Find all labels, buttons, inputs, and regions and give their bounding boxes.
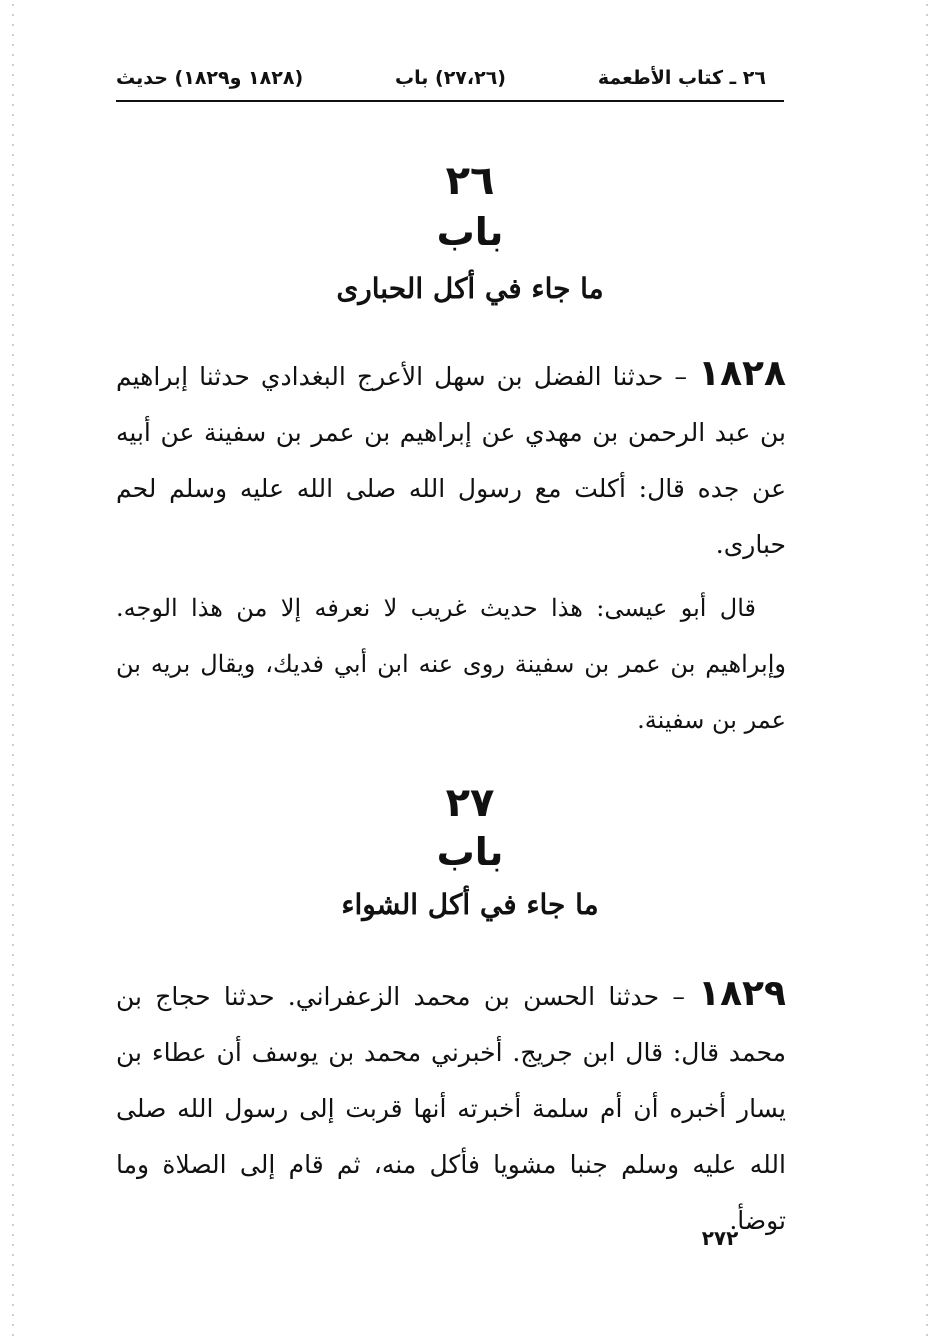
- hadith-paragraph: [116, 346, 786, 573]
- commentary-paragraph: قال أبو عيسى: هذا حديث غريب لا نعرفه إلا من هذا الوجه. وإبراهيم بن عمر بن سفينة روى عنه ابن أبي فديك، ويقال بريه بن عمر بن سفينة.: [116, 594, 786, 734]
- hadith-paragraph: [116, 966, 786, 1249]
- chapter-number: ٢٧: [445, 780, 495, 826]
- chapter-title: ما جاء في أكل الشواء: [341, 888, 599, 921]
- header-book-title: ٢٦ ـ كتاب الأطعمة: [597, 67, 766, 89]
- header-chapter-range: (٢٧،٢٦) باب: [395, 67, 506, 89]
- chapter-bab-heading: باب: [436, 830, 504, 874]
- chapter-title: ما جاء في أكل الحبارى: [336, 272, 604, 305]
- hadith-text: – حدثنا الحسن بن محمد الزعفراني. حدثنا حجاج بن محمد قال: قال ابن جريج. أخبرني محمد بن يوسف أن عطاء بن يسار أخبره أن أم سلمة أخبرته أنها قربت إلى رسول الله صلى الله عليه وسلم جنبا مشويا فأكل منه، ثم قام إلى الصلاة وما توضأ.: [116, 982, 786, 1235]
- header-hadith-range: (١٨٢٨ و١٨٢٩) حديث: [116, 67, 304, 89]
- chapter-number: ٢٦: [445, 158, 495, 204]
- page-number: ٢٧٢: [701, 1226, 739, 1250]
- hadith-number: ١٨٢٩: [698, 973, 786, 1014]
- chapter-bab-heading: باب: [436, 210, 504, 254]
- hadith-number: ١٨٢٨: [698, 353, 786, 394]
- hadith-text: – حدثنا الفضل بن سهل الأعرج البغدادي حدثنا إبراهيم بن عبد الرحمن بن مهدي عن إبراهيم بن عمر بن سفينة عن أبيه عن جده قال: أكلت مع رسول الله صلى الله عليه وسلم لحم حبارى.: [116, 362, 786, 559]
- header-rule: [116, 100, 784, 102]
- running-header: [116, 60, 766, 96]
